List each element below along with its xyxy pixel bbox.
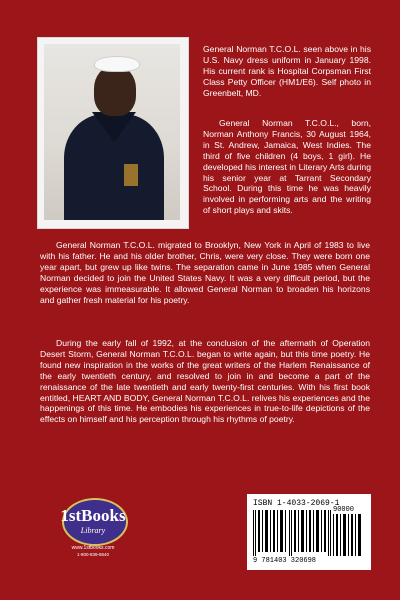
isbn-barcode (247, 494, 371, 570)
bio-paragraph-poetry: During the early fall of 1992, at the conclusion of the aftermath of Operation Desert Storm, General Norman T.C.O.L. began to write again, but this time poetry. He found new inspiration in the works of the great writers of the Harlem Renaissance of the early twentieth century, and resolved to join in and become a part of the renaissance of the late twentieth and early twenty-first centuries. With his first book entitled, HEART AND BODY, General Norman T.C.O.L. relives his experiences and the happenings of this time. He embodies his experiences in true-to-life depictions of the effects on himself and his perception through his rhythms of poetry. (40, 338, 370, 425)
ean-number: 9 781403 320698 (253, 557, 317, 565)
sailor-cap (94, 56, 140, 72)
bio-paragraph-migration: General Norman T.C.O.L. migrated to Brooklyn, New York in April of 1983 to live with his father. He and his older brother, Chris, were very close. They were born one year apart, but grew up like twins. The separation came in June 1985 when General Norman decided to join the United States Navy. It was a very difficult period, but the experience was immeasurable. It allowed General Norman to broaden his horizons and gather fresh material for his poetry. (40, 240, 370, 305)
logo-subtitle: Library (80, 526, 106, 535)
isbn-text: ISBN 1-4033-2069-1 (253, 499, 340, 508)
head-shape (94, 66, 136, 116)
barcode-bars (253, 510, 331, 556)
publisher-logo (56, 496, 130, 566)
price-code: 90000 (333, 506, 355, 514)
publisher-phone: 1-800-839-8640 (76, 552, 110, 557)
photo-caption: General Norman T.C.O.L. seen above in his U.S. Navy dress uniform in January 1998. His current rank is Hospital Corpsman First Class Petty Officer (HM1/E6). Self photo in Greenbelt, MD. (203, 44, 371, 98)
price-barcode-bars (333, 514, 363, 556)
author-photo (44, 44, 180, 220)
logo-wordmark: 1stBooks (60, 506, 126, 525)
bio-paragraph-birth: General Norman T.C.O.L., born, Norman Anthony Francis, 30 August 1964, in St. Andrew, Jamaica, West Indies. The third of five children (4 boys, 1 girl). He developed his interest in Literary Arts during his senior year at Tarrant Secondary School. During this time he was heavily involved in performing arts and the writing of short plays and skits. (203, 118, 371, 216)
publisher-url: www.1stbooks.com (71, 545, 115, 551)
rank-insignia (124, 164, 138, 186)
